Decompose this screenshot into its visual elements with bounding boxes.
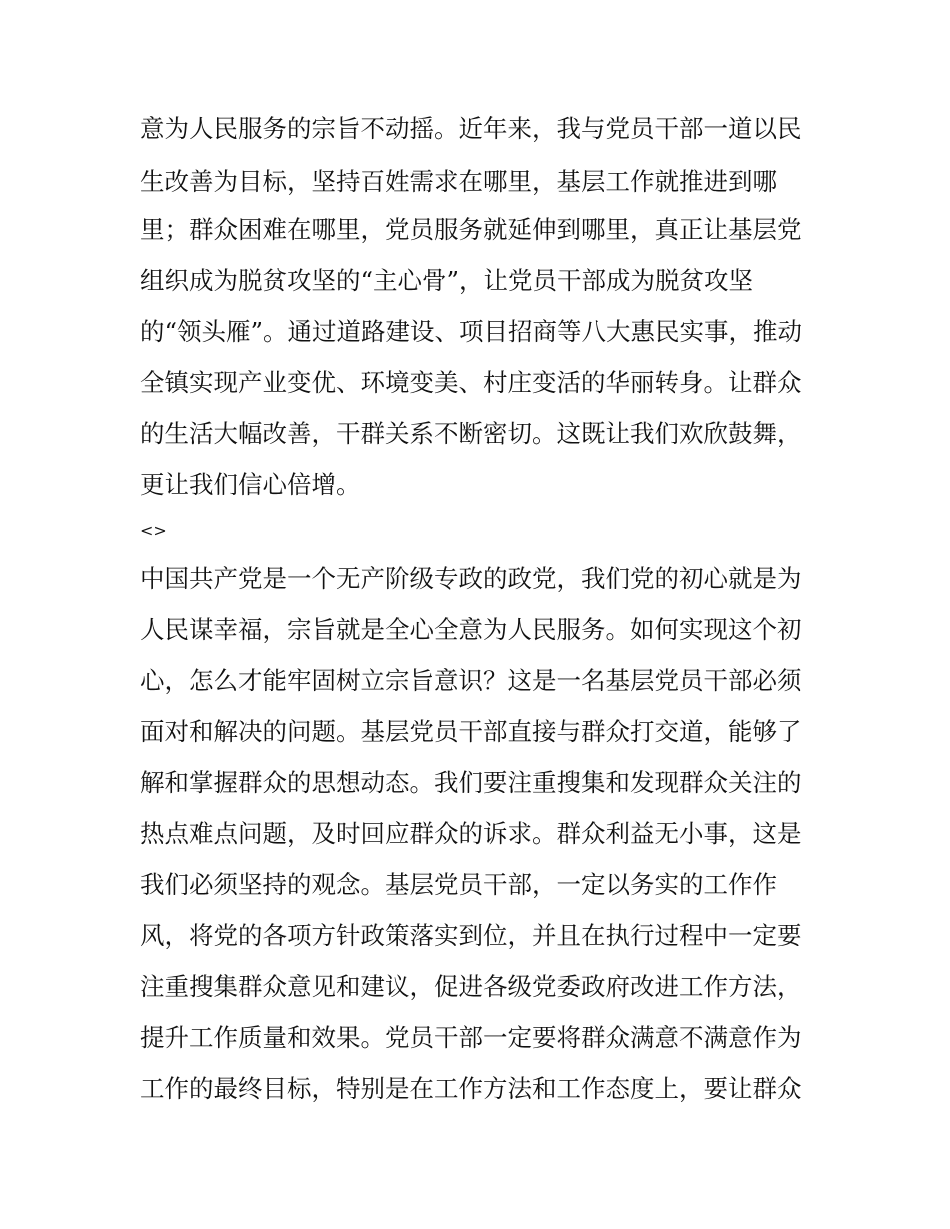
paragraph-line: 更让我们信心倍增。 [140,470,361,499]
paragraph-line: 热点难点问题，及时回应群众的诉求。群众利益无小事，这是 [140,819,802,848]
paragraph-line: 面对和解决的问题。基层党员干部直接与群众打交道，能够了 [140,717,802,746]
paragraph-line: 解和掌握群众的思想动态。我们要注重搜集和发现群众关注的 [140,768,802,797]
paragraph-line: 工作的最终目标，特别是在工作方法和工作态度上，要让群众 [140,1074,802,1103]
paragraph-line: 风，将党的各项方针政策落实到位，并且在执行过程中一定要 [140,921,802,950]
section-separator: <> [140,521,167,540]
paragraph-line: 心，怎么才能牢固树立宗旨意识？这是一名基层党员干部必须 [140,666,802,695]
paragraph-line: 提升工作质量和效果。党员干部一定要将群众满意不满意作为 [140,1023,802,1052]
paragraph-line: 的“领头雁”。通过道路建设、项目招商等八大惠民实事，推动 [140,317,803,346]
paragraph-line: 组织成为脱贫攻坚的“主心骨”，让党员干部成为脱贫攻坚 [140,266,754,295]
paragraph-line: 意为人民服务的宗旨不动摇。近年来，我与党员干部一道以民 [140,114,802,143]
paragraph-line: 人民谋幸福，宗旨就是全心全意为人民服务。如何实现这个初 [140,615,802,644]
paragraph-line: 生改善为目标，坚持百姓需求在哪里，基层工作就推进到哪 [140,167,777,196]
paragraph-line: 中国共产党是一个无产阶级专政的政党，我们党的初心就是为 [140,564,802,593]
paragraph-line: 我们必须坚持的观念。基层党员干部，一定以务实的工作作 [140,870,777,899]
paragraph-line: 里；群众困难在哪里，党员服务就延伸到哪里，真正让基层党 [140,215,802,244]
paragraph-line: 全镇实现产业变优、环境变美、村庄变活的华丽转身。让群众 [140,368,802,397]
paragraph-line: 的生活大幅改善，干群关系不断密切。这既让我们欢欣鼓舞， [140,419,802,448]
paragraph-line: 注重搜集群众意见和建议，促进各级党委政府改进工作方法， [140,972,802,1001]
